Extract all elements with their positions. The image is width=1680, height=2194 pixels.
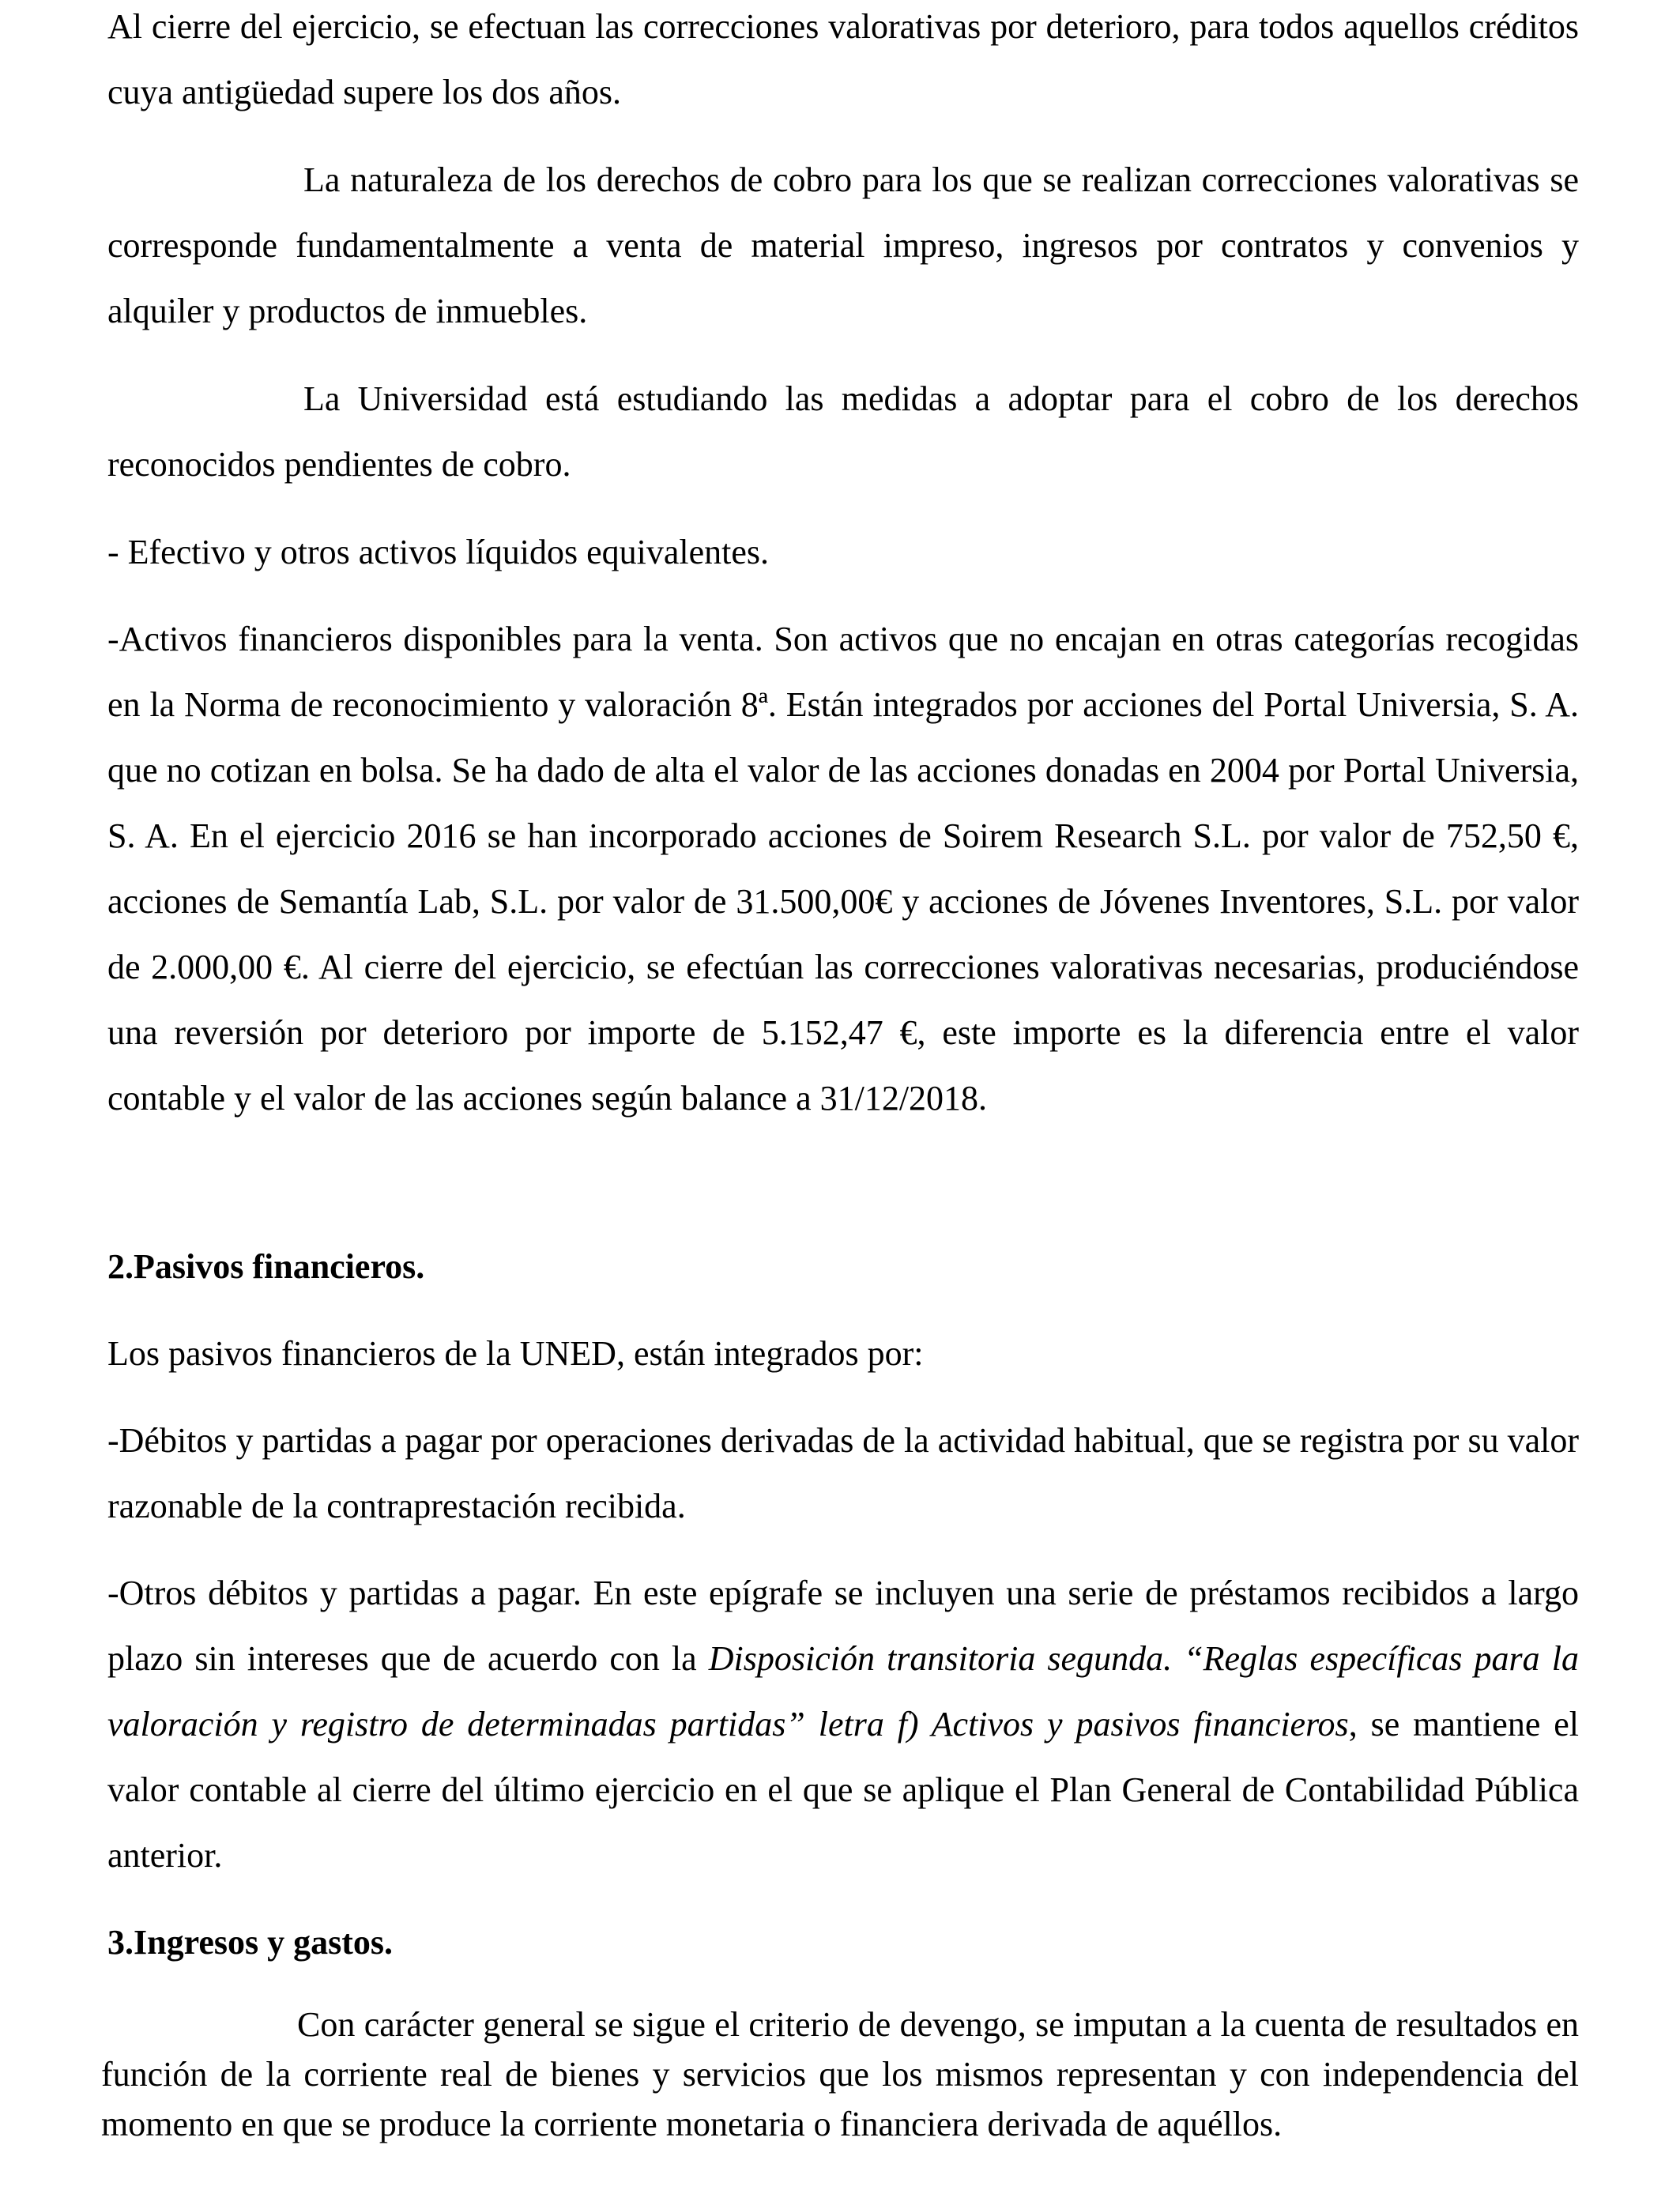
paragraph-pasivos-intro: Los pasivos financieros de la UNED, están integrados por: — [107, 1334, 924, 1373]
paragraph-naturaleza-derechos: La naturaleza de los derechos de cobro para los que se realizan correcciones valorativas se corresponde fundamentalmente a venta de material impreso, ingresos por contratos y convenios y alquiler y productos de inmuebles. — [107, 160, 1579, 330]
paragraph-deterioro-creditos: Al cierre del ejercicio, se efectuan las correcciones valorativas por deterioro, para todos aquellos créditos cuya antigüedad supere los dos años. — [107, 7, 1579, 111]
disposicion-transitoria-italic: Disposición transitoria segunda. “Reglas específicas para la valoración y registro de determinadas partidas” letra f) Activos y pasivos financieros — [107, 1639, 1579, 1744]
otros-debitos-text-end: , se mantiene el valor contable al cierre del último ejercicio en el que se aplique el Plan General de Contabilidad Pública anterior. — [107, 1705, 1579, 1875]
otros-debitos-text-start: -Otros débitos y partidas a pagar. En este epígrafe se incluyen una serie de préstamos recibidos a largo plazo sin intereses que de acuerdo con la — [107, 1574, 1579, 1678]
heading-ingresos-gastos: 3.Ingresos y gastos. — [107, 1923, 394, 1962]
paragraph-criterio-devengo: Con carácter general se sigue el criterio de devengo, se imputan a la cuenta de resultados en función de la corriente real de bienes y servicios que los mismos representan y con independencia del momento en que se produce la corriente monetaria o financiera derivada de aquéllos. — [101, 2005, 1579, 2143]
heading-pasivos-financieros: 2.Pasivos financieros. — [107, 1247, 425, 1286]
paragraph-activos-financieros: -Activos financieros disponibles para la venta. Son activos que no encajan en otras categorías recogidas en la Norma de reconocimiento y valoración 8ª. Están integrados por acciones del Portal Universia, S. A. que no cotizan en bolsa. Se ha dado de alta el valor de las acciones donadas en 2004 por Portal Universia, S. A. En el ejercicio 2016 se han incorporado acciones de Soirem Research S.L. por valor de 752,50 €, acciones de Semantía Lab, S.L. por valor de 31.500,00€ y acciones de Jóvenes Inventores, S.L. por valor de 2.000,00 €. Al cierre del ejercicio, se efectúan las correcciones valorativas necesarias, produciéndose una reversión por deterioro por importe de 5.152,47 €, este importe es la diferencia entre el valor contable y el valor de las acciones según balance a 31/12/2018. — [107, 620, 1579, 1118]
paragraph-medidas-cobro: La Universidad está estudiando las medidas a adoptar para el cobro de los derechos reconocidos pendientes de cobro. — [107, 379, 1579, 484]
paragraph-efectivo: - Efectivo y otros activos líquidos equivalentes. — [107, 533, 770, 571]
paragraph-otros-debitos — [107, 1560, 1579, 1888]
paragraph-debitos-partidas: -Débitos y partidas a pagar por operaciones derivadas de la actividad habitual, que se registra por su valor razonable de la contraprestación recibida. — [107, 1421, 1579, 1525]
